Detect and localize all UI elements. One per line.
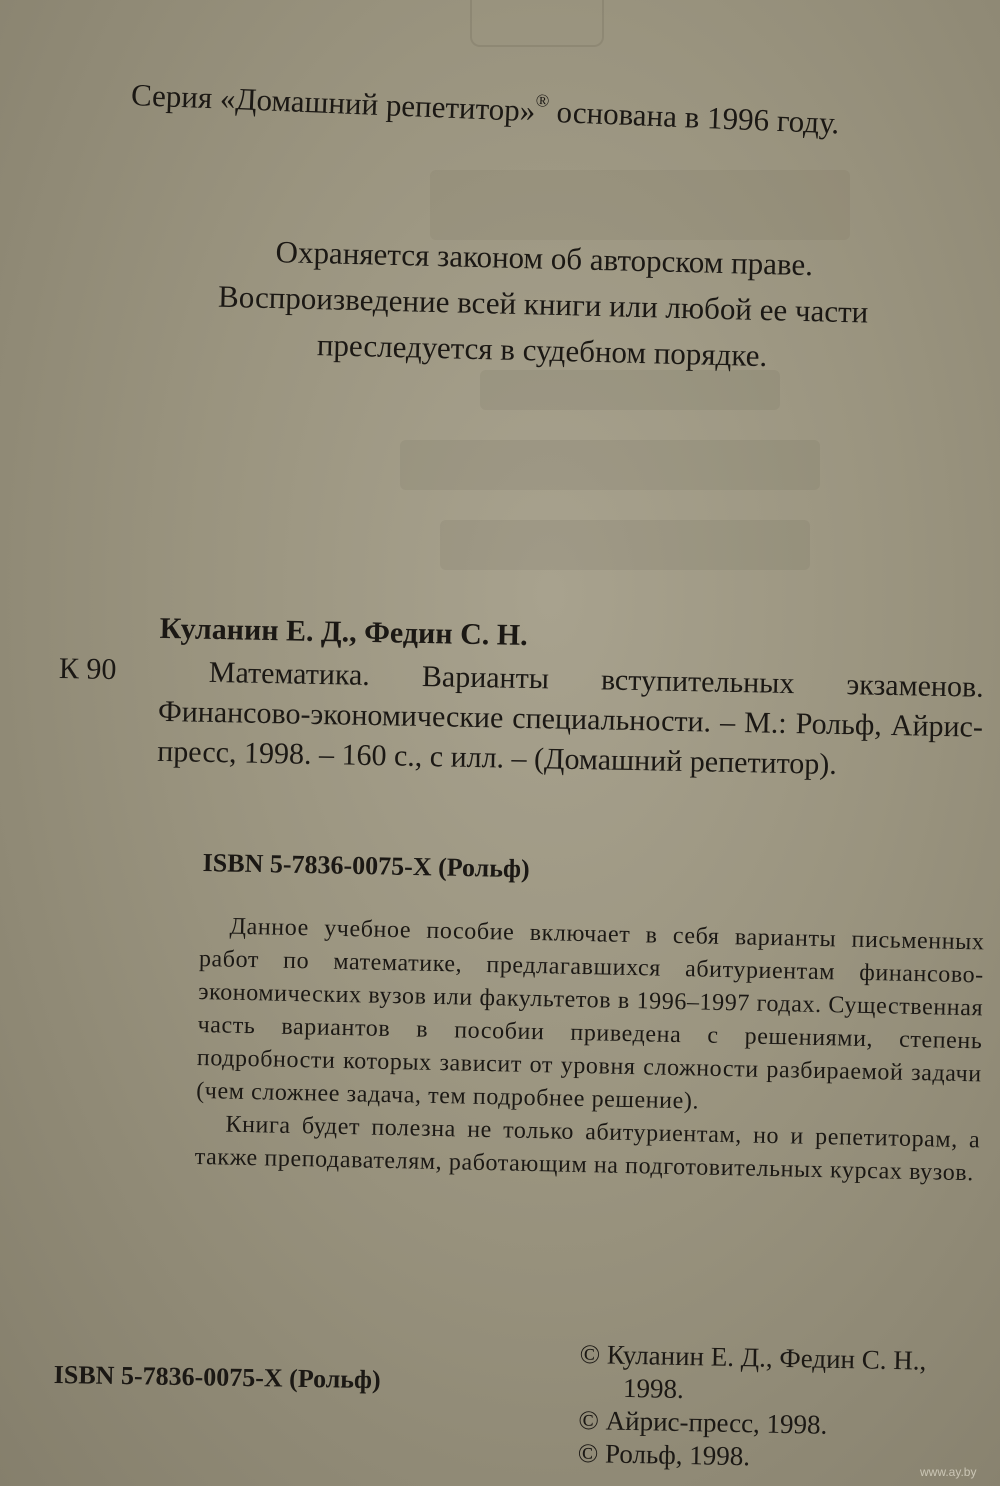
copyright-line: © Куланин Е. Д., Федин С. Н., <box>579 1338 927 1376</box>
isbn-footer: ISBN 5-7836-0075-X (Рольф) <box>53 1360 381 1395</box>
series-text: Серия «Домашний репетитор» <box>130 76 536 129</box>
abstract-paragraph: Книга будет полезна не только абитуриентам, но и репетиторам, а также преподавателям, работающим на подготовительных курсах вузов. <box>194 1111 981 1187</box>
abstract-paragraph: Данное учебное пособие включает в себя варианты письменных работ по математике, предлагавшихся абитуриентам финансово-экономических вузов или факультетов в 1996–1997 годах. Существенная часть вариантов в пособии приведена с решениями, степень подробности которых зависит от уровня сложности разбираемой задачи (чем сложнее задача, тем подробнее решение). <box>195 913 985 1115</box>
copyright-line: © Айрис-пресс, 1998. <box>578 1404 828 1440</box>
copyright-line: 1998. <box>622 1372 685 1404</box>
copyright-notice-line: преследуется в судебном порядке. <box>316 327 768 374</box>
abstract <box>194 910 984 1190</box>
show-through-block-1 <box>430 170 850 240</box>
description-text: Математика. Варианты вступительных экзаменов. Финансово-экономические специальности. – М.: Рольф, Айрис-пресс, 1998. – 160 с., с илл. – (Домашний репетитор). <box>156 655 985 781</box>
site-watermark: www.ay.by <box>920 1465 977 1479</box>
copyright-line: © Рольф, 1998. <box>577 1437 751 1472</box>
show-through-frame <box>470 0 604 47</box>
show-through-block-4 <box>440 520 810 570</box>
copyright-notice-line: Охраняется законом об авторском праве. <box>275 234 814 283</box>
bibliographic-description <box>157 652 984 788</box>
series-founded: основана в 1996 году. <box>548 93 840 141</box>
registered-mark: ® <box>535 90 550 111</box>
authors: Куланин Е. Д., Федин С. Н. <box>159 611 528 652</box>
copyright-notice-line: Воспроизведение всей книги или любой ее части <box>217 278 869 330</box>
library-code: К 90 <box>58 651 117 687</box>
copyright-holders <box>577 1338 999 1478</box>
isbn-record: ISBN 5-7836-0075-X (Рольф) <box>202 848 530 884</box>
copyright-notice <box>147 226 940 383</box>
series-line <box>130 74 981 147</box>
show-through-block-3 <box>400 440 820 490</box>
bibliographic-record <box>58 610 1000 781</box>
